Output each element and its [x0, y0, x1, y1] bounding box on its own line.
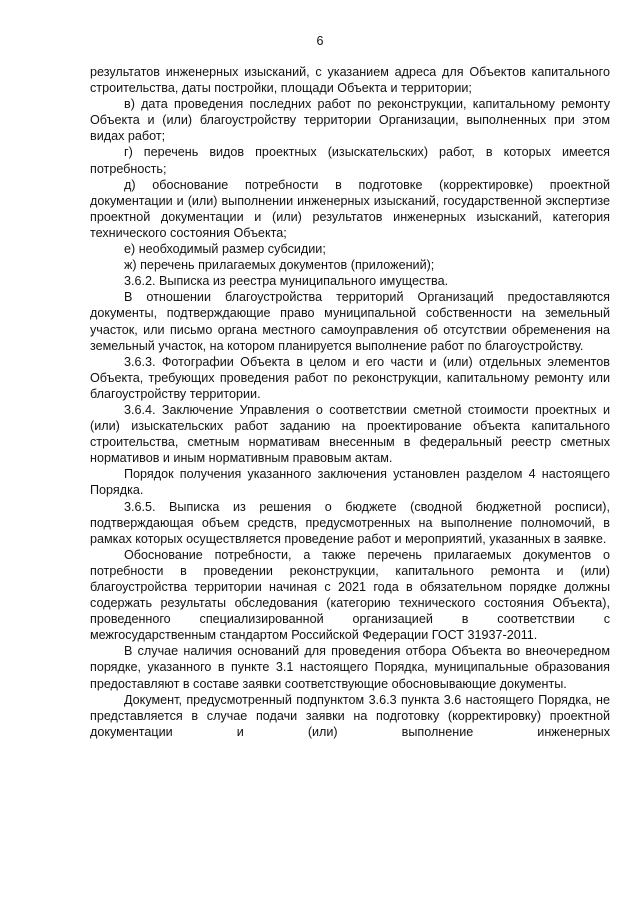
paragraph-3-6-5: 3.6.5. Выписка из решения о бюджете (сводной бюджетной росписи), подтверждающая объем средств, предусмотренных на выполнение полномочий, в рамках которых осуществляется проведение работ и мероприятий, указанных в заявке.: [90, 499, 610, 546]
paragraph-conclusion-procedure: Порядок получения указанного заключения установлен разделом 4 настоящего Порядка.: [90, 467, 610, 498]
paragraph-document-exception: Документ, предусмотренный подпунктом 3.6.3 пункта 3.6 настоящего Порядка, не представляется в случае подачи заявки на подготовку (корректировку) проектной документации и (или) выполнение инженерных: [90, 692, 610, 739]
paragraph-continuation: результатов инженерных изысканий, с указанием адреса для Объектов капитального строительства, даты постройки, площади Объекта и территории;: [90, 65, 610, 96]
paragraph-item-e: е) необходимый размер субсидии;: [124, 242, 326, 257]
paragraph-3-6-4: 3.6.4. Заключение Управления о соответствии сметной стоимости проектных и (или) изыскательских работ заданию на проектирование объекта капитального строительства, сметным нормативам внесенным в федеральный реестр сметных нормативов и иным нормативным правовым актам.: [90, 402, 610, 466]
paragraph-3-6-2: 3.6.2. Выписка из реестра муниципального имущества.: [124, 274, 449, 289]
paragraph-item-v: в) дата проведения последних работ по реконструкции, капитальному ремонту Объекта и (или) благоустройству территории Организации, выполненных при этом видах работ;: [90, 97, 610, 144]
paragraph-3-6-3: 3.6.3. Фотографии Объекта в целом и его части и (или) отдельных элементов Объекта, требующих проведения работ по реконструкции, капитальному ремонту или благоустройству территории.: [90, 354, 610, 401]
paragraph-item-zh: ж) перечень прилагаемых документов (приложений);: [124, 258, 435, 273]
paragraph-landscaping-documents: В отношении благоустройства территорий Организаций предоставляются документы, подтверждающие право муниципальной собственности на земельный участок, или письмо органа местного самоуправления об отсутствии обременения на земельный участок, на котором планируется выполнение работ по благоустройству.: [90, 290, 610, 353]
page-number: 6: [316, 34, 324, 48]
paragraph-extraordinary-selection: В случае наличия оснований для проведения отбора Объекта во внеочередном порядке, указанного в пункте 3.1 настоящего Порядка, муниципальные образования предоставляют в составе заявки соответствующие обосновывающие документы.: [90, 644, 610, 691]
document-body: [90, 64, 610, 740]
paragraph-item-d: д) обоснование потребности в подготовке (корректировке) проектной документации и (или) выполнении инженерных изысканий, государственной экспертизе проектной документации и (или) результатов инженерных изысканий, категория технического состояния Объекта;: [90, 177, 610, 240]
paragraph-justification: Обоснование потребности, а также перечень прилагаемых документов о потребности в проведении реконструкции, капитального ремонта и (или) благоустройства территории начиная с 2021 года в обязательном порядке должны содержать результаты обследования (категорию технического состояния Объекта), проведенного специализированной организацией в соответствии с межгосударственным стандартом Российской Федерации ГОСТ 31937-2011.: [90, 547, 610, 643]
paragraph-item-g: г) перечень видов проектных (изыскательских) работ, в которых имеется потребность;: [90, 145, 610, 176]
